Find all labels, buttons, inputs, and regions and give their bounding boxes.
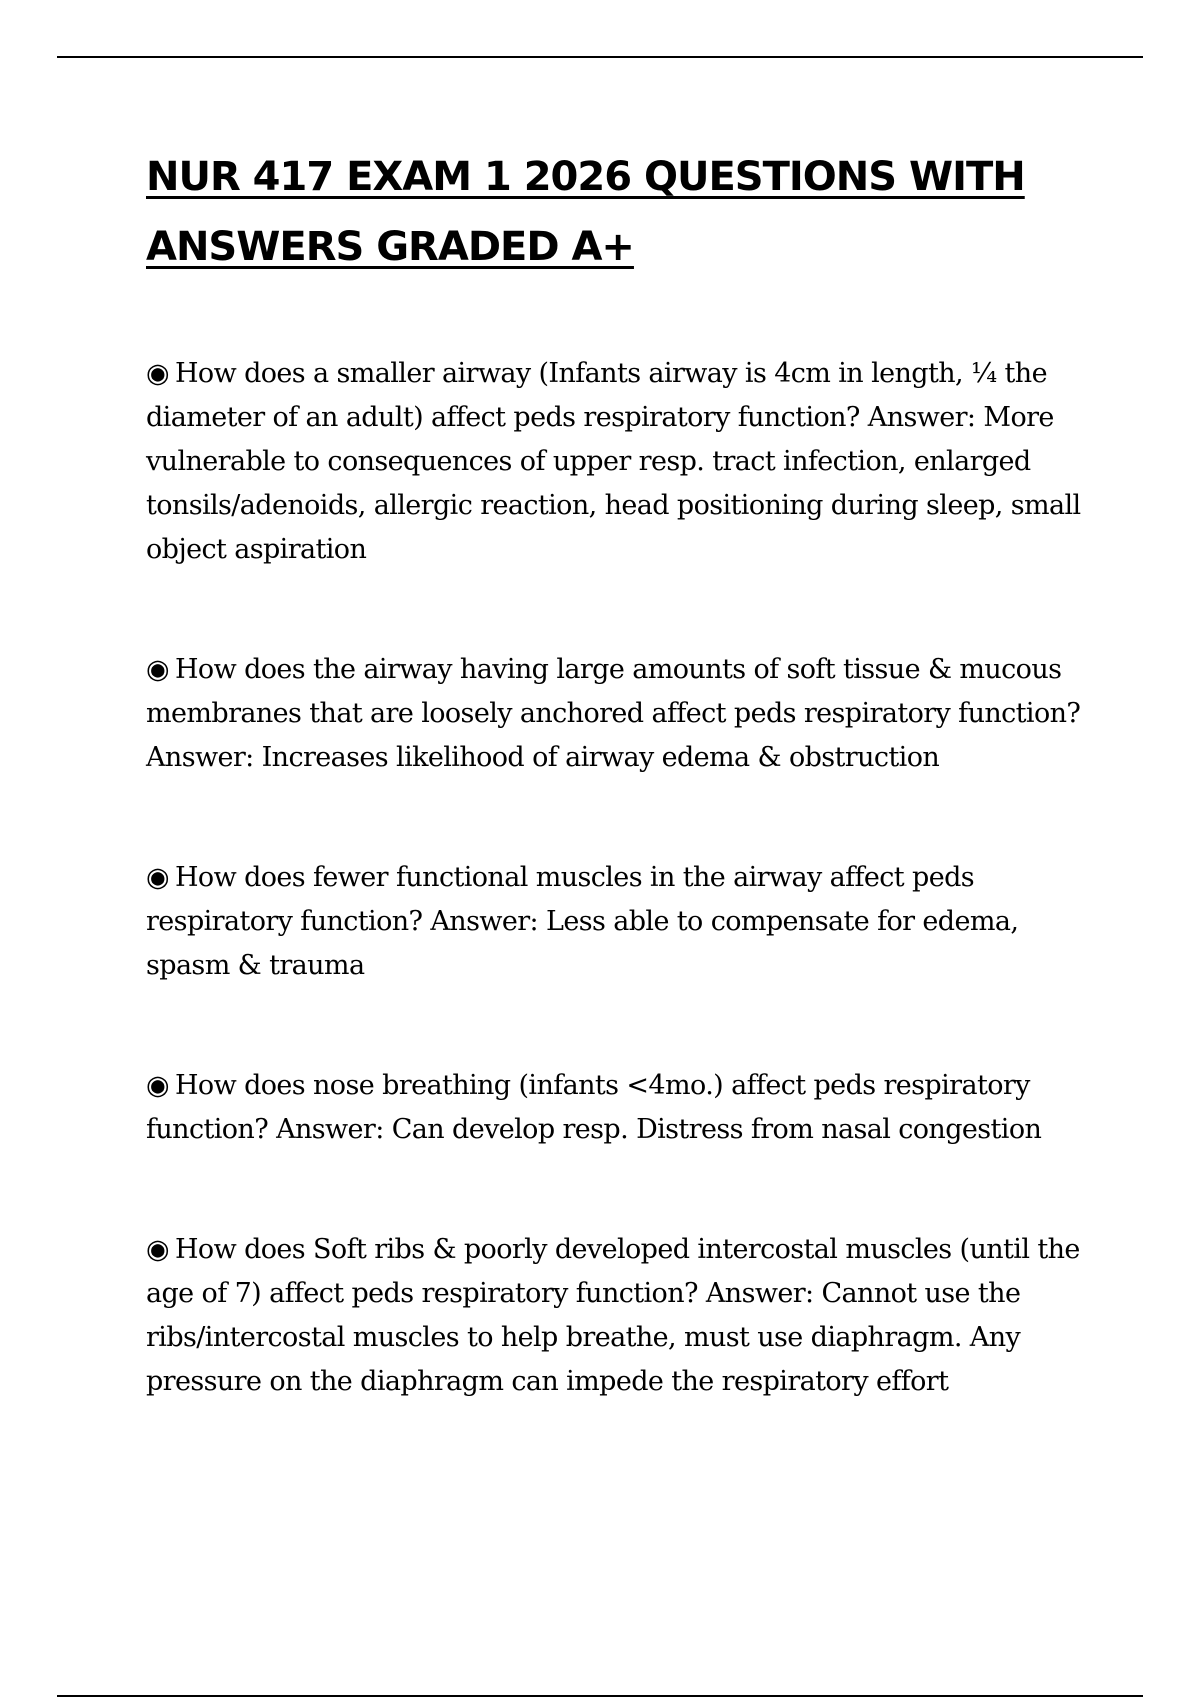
question-text: How does fewer functional muscles in the airway affect peds respiratory function? (146, 862, 975, 937)
radio-bullet-icon: ◉ (146, 862, 169, 893)
answer-text: Answer: Can develop resp. Distress from nasal congestion (276, 1114, 1042, 1145)
top-divider (57, 56, 1143, 58)
answer-text: Answer: Increases likelihood of airway edema & obstruction (146, 742, 940, 773)
question-text: How does Soft ribs & poorly developed intercostal muscles (until the age of 7) affect peds respiratory function? (146, 1234, 1080, 1309)
radio-bullet-icon: ◉ (146, 1234, 169, 1265)
bottom-divider (57, 1695, 1143, 1697)
qa-item-4 (146, 1064, 1086, 1152)
question-text: How does a smaller airway (Infants airway is 4cm in length, ¼ the diameter of an adult) affect peds respiratory function? (146, 358, 1047, 433)
qa-item-3 (146, 856, 1086, 988)
radio-bullet-icon: ◉ (146, 1070, 169, 1101)
question-text: How does the airway having large amounts of soft tissue & mucous membranes that are loosely anchored affect peds respiratory function? (146, 654, 1081, 729)
answer-text: Answer: Less able to compensate for edema, spasm & trauma (146, 906, 1019, 981)
question-text: How does nose breathing (infants <4mo.) affect peds respiratory function? (146, 1070, 1030, 1145)
answer-text: Answer: More vulnerable to consequences of upper resp. tract infection, enlarged tonsils/adenoids, allergic reaction, head positioning during sleep, small object aspiration (146, 402, 1081, 565)
qa-item-2 (146, 648, 1086, 780)
qa-item-1 (146, 352, 1086, 572)
qa-list (146, 352, 1086, 1480)
answer-text: Answer: Cannot use the ribs/intercostal muscles to help breathe, must use diaphragm. Any pressure on the diaphragm can impede the respiratory effort (146, 1278, 1021, 1397)
document-title: NUR 417 EXAM 1 2026 QUESTIONS WITH ANSWERS GRADED A+ (146, 154, 1025, 270)
qa-item-5 (146, 1228, 1086, 1404)
radio-bullet-icon: ◉ (146, 654, 169, 685)
radio-bullet-icon: ◉ (146, 358, 169, 389)
